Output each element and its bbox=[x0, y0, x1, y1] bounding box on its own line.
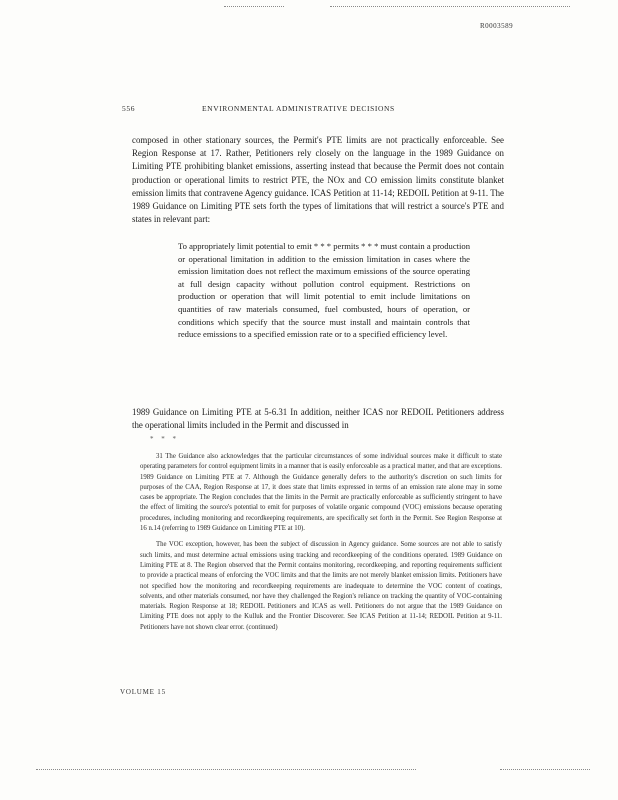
page-number: 556 bbox=[122, 104, 136, 113]
block-quote: To appropriately limit potential to emit * * * permits * * * must contain a production or operational limitation in addition to the emission limitation in cases where the emission limitation does not reflect the maximum emissions of the source operating at full design capacity without pollution control equipment. Restrictions on production or operation that will limit potential to emit include limitations on quantities of raw materials consumed, fuel combusted, hours of operation, or conditions which specify that the source must install and maintain controls that reduce emissions to a specified emission rate or to a specified efficiency level. bbox=[178, 241, 471, 340]
body-paragraph-1: composed in other stationary sources, the Permit's PTE limits are not practically enforceable. See Region Response at 17. Rather, Petitioners rely closely on the language in the 1989 Guidance on Limiting PTE prohibiting blanket emissions, asserting instead that because the Permit does not contain production or operational limits to restrict PTE, the NOx and CO emission limits constitute blanket emission limits that contravene Agency guidance. ICAS Petition at 11-14; REDOIL Petition at 9-11. The 1989 Guidance on Limiting PTE sets forth the types of limitations that will restrict a source's PTE and states in relevant part: bbox=[132, 135, 504, 225]
scan-artifact-bottom-left bbox=[36, 769, 416, 770]
document-control-number: R0003589 bbox=[480, 22, 514, 30]
body-paragraph bbox=[132, 134, 504, 226]
scan-artifact-bottom-right bbox=[500, 769, 590, 770]
volume-label: VOLUME 15 bbox=[120, 688, 166, 696]
footnotes bbox=[140, 452, 502, 639]
running-head bbox=[122, 104, 502, 113]
footnote-paragraph: The VOC exception, however, has been the subject of discussion in Agency guidance. Some sources are not able to satisfy such limits, and must determine actual emissions using tracking and recordkeeping of the conditions operated. 1989 Guidance on Limiting PTE at 8. The Region observed that the Permit contains monitoring, recordkeeping, and reporting requirements sufficient to provide a practical means of enforcing the VOC limits and that the limits are not merely blanket emission limits. Petitioners have not specified how the monitoring and recordkeeping requirements are inadequate to determine the VOC content of coatings, solvents, and other materials consumed, nor have they challenged the Region's reliance on tracking the quantity of VOC-containing materials. Region Response at 18; REDOIL Petitioners and ICAS as well. Petitioners do not argue that the 1989 Guidance on Limiting PTE does not apply to the Kulluk and the Frontier Discoverer. See ICAS Petition at 11-14; REDOIL Petition at 9-11. Petitioners have not shown clear error. (continued) bbox=[140, 541, 502, 631]
body-continuation: 1989 Guidance on Limiting PTE at 5-6.31 In addition, neither ICAS nor REDOIL Petitioners address the operational limits included in the Permit and discussed in bbox=[132, 407, 504, 431]
scan-artifact-top-left bbox=[224, 6, 284, 7]
scan-artifact-top-right bbox=[330, 6, 570, 7]
footnote-paragraph: 31 The Guidance also acknowledges that the particular circumstances of some individual sources make it difficult to state operating parameters for control equipment limits in a manner that is easily enforceable as a practical matter, and that are exceptions. 1989 Guidance on Limiting PTE at 7. Although the Guidance generally defers to the authority's discretion on such limits for purposes of the CAA, Region Response at 17, it does state that limits expressed in terms of an emission rate alone may in some cases be appropriate. The Region concludes that the limits in the Permit are practically enforceable as sufficiently stringent to have the effect of limiting the source's potential to emit for purposes of volatile organic compound (VOC) emissions because operating procedures, including monitoring and recordkeeping requirements, are specifically set forth in the Permit. See Region Response at 16 n.14 (referring to 1989 Guidance on Limiting PTE at 10). bbox=[140, 453, 502, 533]
running-head-title: ENVIRONMENTAL ADMINISTRATIVE DECISIONS bbox=[202, 104, 395, 113]
footnote-separator: * * * bbox=[150, 435, 179, 443]
